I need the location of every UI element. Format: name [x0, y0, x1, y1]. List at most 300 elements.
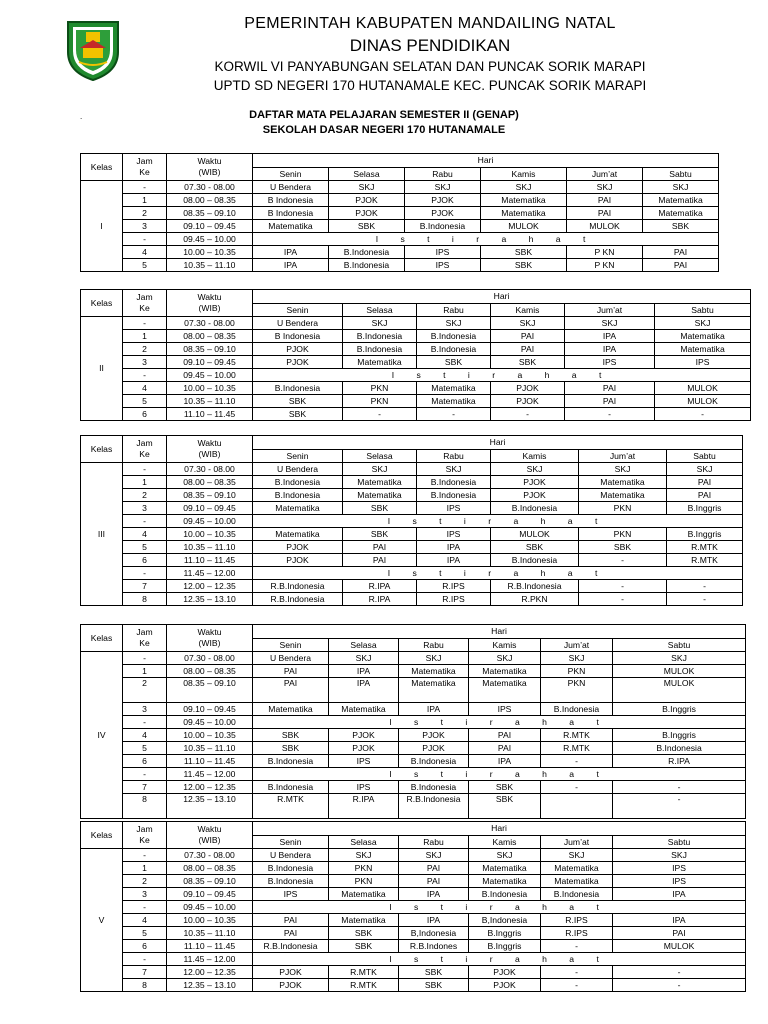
jam-value: 1: [123, 330, 167, 343]
title-line-2: SEKOLAH DASAR NEGERI 170 HUTANAMALE: [262, 124, 506, 136]
kelas-value: V: [81, 849, 123, 992]
subject-cell: R.MTK: [329, 979, 399, 992]
waktu-value: 08.35 – 09.10: [167, 343, 253, 356]
subject-cell: Matematika: [329, 914, 399, 927]
regency-emblem-icon: [64, 18, 122, 82]
subject-cell: SBK: [253, 408, 343, 421]
subject-cell: IPA: [417, 541, 491, 554]
schedule-row: [81, 330, 751, 343]
subject-cell: PJOK: [405, 194, 481, 207]
break-row: [81, 716, 746, 729]
jam-value: 2: [123, 207, 167, 220]
subject-cell: PKN: [579, 528, 667, 541]
jam-label: Jam: [136, 438, 153, 448]
schedule-row: [81, 888, 746, 901]
schedule-row: [81, 194, 719, 207]
waktu-value: 12.00 – 12.35: [167, 966, 253, 979]
day-header: Rabu: [417, 450, 491, 463]
schedule-row: [81, 849, 746, 862]
jam-value: -: [123, 317, 167, 330]
subject-cell: B.Indonesia: [417, 343, 491, 356]
jam-header: [123, 436, 167, 463]
subject-cell: -: [541, 979, 613, 992]
subject-cell: B.Indonesia: [253, 875, 329, 888]
day-header: Jum’at: [541, 639, 613, 652]
istirahat-label: I s t i r a h a t: [253, 567, 743, 580]
waktu-value: 10.35 – 11.10: [167, 927, 253, 940]
subject-cell: SKJ: [417, 463, 491, 476]
subject-cell: Matematika: [343, 489, 417, 502]
day-header: Selasa: [329, 168, 405, 181]
day-header: Sabtu: [643, 168, 719, 181]
subject-cell: SKJ: [399, 652, 469, 665]
jam-value: 5: [123, 541, 167, 554]
subject-cell: B.Inggris: [469, 927, 541, 940]
schedule-row: [81, 781, 746, 794]
subject-cell: U Bendera: [253, 652, 329, 665]
subject-cell: B.Indonesia: [491, 554, 579, 567]
subject-cell: Matematika: [417, 395, 491, 408]
waktu-value: 12.00 – 12.35: [167, 580, 253, 593]
subject-cell: MULOK: [491, 528, 579, 541]
jam-value: 2: [123, 875, 167, 888]
jam-value: 6: [123, 940, 167, 953]
subject-cell: SKJ: [655, 317, 751, 330]
waktu-value: 08.35 – 09.10: [167, 489, 253, 502]
jam-value: 3: [123, 502, 167, 515]
subject-cell: R.B.Indonesia: [253, 940, 329, 953]
subject-cell: B.Indonesia: [253, 781, 329, 794]
subject-cell: B.Indonesia: [253, 476, 343, 489]
subject-cell: B Indonesia: [253, 207, 329, 220]
schedule-row: [81, 220, 719, 233]
subject-cell: Matematika: [469, 678, 541, 703]
hari-header: Hari: [253, 625, 746, 639]
subject-cell: Matematika: [469, 875, 541, 888]
waktu-value: 09.45 – 10.00: [167, 233, 253, 246]
subject-cell: R.IPS: [417, 593, 491, 606]
ke-label: Ke: [139, 449, 150, 459]
subject-cell: IPS: [417, 528, 491, 541]
subject-cell: B,Indonesia: [469, 914, 541, 927]
jam-value: -: [123, 901, 167, 914]
waktu-value: 09.10 – 09.45: [167, 888, 253, 901]
jam-value: 2: [123, 343, 167, 356]
day-header: Sabtu: [613, 639, 746, 652]
waktu-header: [167, 290, 253, 317]
subject-cell: SKJ: [329, 652, 399, 665]
schedule-row: [81, 395, 751, 408]
day-header: Selasa: [329, 639, 399, 652]
subject-cell: B.Inggris: [613, 729, 746, 742]
day-header: Senin: [253, 168, 329, 181]
wib-label: (WIB): [198, 638, 221, 648]
jam-value: 4: [123, 528, 167, 541]
day-header: Sabtu: [655, 304, 751, 317]
subject-cell: IPS: [469, 703, 541, 716]
jam-value: 5: [123, 927, 167, 940]
jam-value: -: [123, 463, 167, 476]
subject-cell: SKJ: [579, 463, 667, 476]
schedule-row: [81, 979, 746, 992]
subject-cell: PJOK: [329, 729, 399, 742]
subject-cell: SKJ: [469, 652, 541, 665]
jam-value: 2: [123, 678, 167, 703]
schedule-row: [81, 356, 751, 369]
subject-cell: IPS: [613, 875, 746, 888]
jam-value: 3: [123, 888, 167, 901]
subject-cell: MULOK: [655, 382, 751, 395]
subject-cell: SBK: [329, 220, 405, 233]
schedule-row: [81, 593, 743, 606]
jam-value: -: [123, 953, 167, 966]
subject-cell: SKJ: [565, 317, 655, 330]
schedule-row: [81, 246, 719, 259]
kelas-header: Kelas: [81, 625, 123, 652]
day-header: Rabu: [405, 168, 481, 181]
waktu-value: 09.10 – 09.45: [167, 356, 253, 369]
jam-value: 7: [123, 966, 167, 979]
day-header: Jum’at: [565, 304, 655, 317]
subject-cell: SKJ: [405, 181, 481, 194]
day-header: Jum’at: [541, 836, 613, 849]
jam-value: 4: [123, 914, 167, 927]
jam-value: -: [123, 849, 167, 862]
subject-cell: SBK: [491, 356, 565, 369]
jam-value: 8: [123, 794, 167, 819]
subject-cell: IPS: [613, 862, 746, 875]
subject-cell: SBK: [253, 729, 329, 742]
waktu-value: 10.00 – 10.35: [167, 246, 253, 259]
subject-cell: IPS: [405, 259, 481, 272]
subject-cell: B.Indonesia: [329, 246, 405, 259]
letterhead-text: [150, 10, 710, 92]
subject-cell: -: [541, 966, 613, 979]
subject-cell: PJOK: [253, 966, 329, 979]
jam-value: -: [123, 768, 167, 781]
subject-cell: [541, 794, 613, 819]
subject-cell: MULOK: [613, 940, 746, 953]
istirahat-label: I s t i r a h a t: [253, 768, 746, 781]
waktu-value: 08.00 – 08.35: [167, 194, 253, 207]
jam-value: 6: [123, 408, 167, 421]
schedule-table-kelas-v: [80, 821, 746, 992]
istirahat-label: I s t i r a h a t: [253, 953, 746, 966]
stray-dot: .: [80, 112, 83, 121]
jam-value: -: [123, 233, 167, 246]
subject-cell: MULOK: [567, 220, 643, 233]
subject-cell: B.Indonesia: [253, 382, 343, 395]
subject-cell: IPS: [329, 781, 399, 794]
day-header: Kamis: [469, 836, 541, 849]
subject-cell: Matematika: [481, 207, 567, 220]
subject-cell: Matematika: [253, 528, 343, 541]
waktu-value: 07.30 - 08.00: [167, 463, 253, 476]
subject-cell: IPA: [329, 678, 399, 703]
jam-value: 4: [123, 246, 167, 259]
waktu-value: 11.45 – 12.00: [167, 953, 253, 966]
schedule-row: [81, 652, 746, 665]
schedule-row: [81, 742, 746, 755]
waktu-value: 09.10 – 09.45: [167, 220, 253, 233]
waktu-value: 11.10 – 11.45: [167, 408, 253, 421]
waktu-value: 11.10 – 11.45: [167, 940, 253, 953]
day-header: Kamis: [469, 639, 541, 652]
jam-value: -: [123, 652, 167, 665]
subject-cell: SKJ: [541, 849, 613, 862]
waktu-value: 07.30 - 08.00: [167, 181, 253, 194]
school-unit-name: UPTD SD NEGERI 170 HUTANAMALE KEC. PUNCAK SORIK MARAPI: [213, 77, 647, 93]
subject-cell: R.IPS: [541, 914, 613, 927]
kelas-header: Kelas: [81, 290, 123, 317]
break-row: [81, 953, 746, 966]
hari-header: Hari: [253, 290, 751, 304]
subject-cell: SBK: [481, 259, 567, 272]
subject-cell: R.MTK: [541, 729, 613, 742]
subject-cell: SKJ: [399, 849, 469, 862]
jam-value: 1: [123, 665, 167, 678]
break-row: [81, 233, 719, 246]
subject-cell: IPA: [565, 343, 655, 356]
subject-cell: PAI: [643, 246, 719, 259]
subject-cell: B.Indonesia: [541, 703, 613, 716]
waktu-header: [167, 154, 253, 181]
subject-cell: Matematika: [579, 489, 667, 502]
subject-cell: R.MTK: [253, 794, 329, 819]
jam-header: [123, 290, 167, 317]
kelas-header: Kelas: [81, 436, 123, 463]
waktu-value: 09.45 – 10.00: [167, 716, 253, 729]
subject-cell: -: [613, 979, 746, 992]
schedule-table-kelas-iv: [80, 624, 746, 819]
kelas-header: Kelas: [81, 822, 123, 849]
waktu-label: Waktu: [197, 627, 222, 637]
subject-cell: B.Inggris: [667, 528, 743, 541]
subject-cell: PKN: [343, 382, 417, 395]
istirahat-label: I s t i r a h a t: [253, 515, 743, 528]
subject-cell: -: [417, 408, 491, 421]
subject-cell: PAI: [253, 665, 329, 678]
waktu-header: [167, 625, 253, 652]
korwil-name: KORWIL VI PANYABUNGAN SELATAN DAN PUNCAK SORIK MARAPI: [214, 59, 646, 74]
subject-cell: PAI: [469, 742, 541, 755]
subject-cell: Matematika: [481, 194, 567, 207]
break-row: [81, 768, 746, 781]
subject-cell: PAI: [343, 541, 417, 554]
subject-cell: MULOK: [613, 678, 746, 703]
jam-value: 4: [123, 729, 167, 742]
subject-cell: -: [613, 794, 746, 819]
break-row: [81, 567, 743, 580]
day-header: Rabu: [399, 639, 469, 652]
schedule-row: [81, 476, 743, 489]
day-header: Selasa: [343, 304, 417, 317]
subject-cell: IPA: [253, 259, 329, 272]
subject-cell: SBK: [253, 395, 343, 408]
schedule-row: [81, 408, 751, 421]
subject-cell: U Bendera: [253, 849, 329, 862]
subject-cell: SBK: [491, 541, 579, 554]
subject-cell: B.Indonesia: [417, 330, 491, 343]
subject-cell: B.Indonesia: [253, 489, 343, 502]
subject-cell: SKJ: [481, 181, 567, 194]
schedule-row: [81, 862, 746, 875]
subject-cell: Matematika: [329, 703, 399, 716]
subject-cell: B.Indonesia: [399, 781, 469, 794]
schedule-row: [81, 940, 746, 953]
subject-cell: PAI: [567, 194, 643, 207]
subject-cell: IPS: [417, 502, 491, 515]
subject-cell: SBK: [399, 979, 469, 992]
waktu-label: Waktu: [197, 156, 222, 166]
schedule-row: [81, 927, 746, 940]
jam-header: [123, 822, 167, 849]
subject-cell: IPA: [417, 554, 491, 567]
subject-cell: SKJ: [491, 317, 565, 330]
waktu-value: 08.00 – 08.35: [167, 665, 253, 678]
waktu-value: 10.35 – 11.10: [167, 742, 253, 755]
jam-value: 1: [123, 862, 167, 875]
jam-value: 8: [123, 979, 167, 992]
schedule-row: [81, 382, 751, 395]
subject-cell: B.Indonesia: [613, 742, 746, 755]
subject-cell: Matematika: [541, 862, 613, 875]
government-name: PEMERINTAH KABUPATEN MANDAILING NATAL: [244, 15, 616, 32]
waktu-label: Waktu: [197, 438, 222, 448]
jam-value: -: [123, 515, 167, 528]
subject-cell: PJOK: [329, 742, 399, 755]
subject-cell: B.Indonesia: [417, 476, 491, 489]
day-header: Senin: [253, 836, 329, 849]
jam-header: [123, 625, 167, 652]
subject-cell: PJOK: [253, 541, 343, 554]
subject-cell: PJOK: [253, 554, 343, 567]
waktu-value: 09.10 – 09.45: [167, 502, 253, 515]
subject-cell: IPS: [565, 356, 655, 369]
subject-cell: Matematika: [469, 665, 541, 678]
waktu-value: 11.10 – 11.45: [167, 554, 253, 567]
subject-cell: SKJ: [613, 849, 746, 862]
subject-cell: PAI: [253, 914, 329, 927]
subject-cell: B Indonesia: [253, 194, 329, 207]
subject-cell: Matematika: [643, 207, 719, 220]
wib-label: (WIB): [198, 449, 221, 459]
waktu-value: 07.30 - 08.00: [167, 652, 253, 665]
subject-cell: PKN: [343, 395, 417, 408]
schedule-row: [81, 554, 743, 567]
subject-cell: SBK: [643, 220, 719, 233]
waktu-value: 09.45 – 10.00: [167, 369, 253, 382]
waktu-value: 08.35 – 09.10: [167, 207, 253, 220]
jam-value: 3: [123, 220, 167, 233]
subject-cell: PAI: [567, 207, 643, 220]
subject-cell: SBK: [329, 927, 399, 940]
schedule-row: [81, 343, 751, 356]
subject-cell: B.Indonesia: [329, 259, 405, 272]
subject-cell: B,Indonesia: [399, 927, 469, 940]
subject-cell: PAI: [613, 927, 746, 940]
day-header: Selasa: [343, 450, 417, 463]
subject-cell: PJOK: [491, 489, 579, 502]
subject-cell: Matematika: [343, 476, 417, 489]
schedule-table-kelas-ii: [80, 289, 751, 421]
wib-label: (WIB): [198, 167, 221, 177]
jam-label: Jam: [136, 824, 153, 834]
subject-cell: Matematika: [643, 194, 719, 207]
subject-cell: IPA: [613, 914, 746, 927]
subject-cell: PAI: [643, 259, 719, 272]
schedule-row: [81, 541, 743, 554]
schedule-row: [81, 914, 746, 927]
jam-value: 7: [123, 781, 167, 794]
istirahat-label: I s t i r a h a t: [253, 901, 746, 914]
subject-cell: B.Indonesia: [491, 502, 579, 515]
waktu-header: [167, 436, 253, 463]
jam-value: 8: [123, 593, 167, 606]
subject-cell: IPA: [399, 888, 469, 901]
waktu-value: 07.30 - 08.00: [167, 317, 253, 330]
subject-cell: B.Indonesia: [469, 888, 541, 901]
subject-cell: SBK: [469, 781, 541, 794]
subject-cell: PKN: [329, 862, 399, 875]
subject-cell: PAI: [399, 875, 469, 888]
subject-cell: Matematika: [399, 665, 469, 678]
subject-cell: SKJ: [343, 463, 417, 476]
subject-cell: Matematika: [329, 888, 399, 901]
kelas-value: I: [81, 181, 123, 272]
wib-label: (WIB): [198, 303, 221, 313]
schedule-row: [81, 703, 746, 716]
subject-cell: R.B.Indones: [399, 940, 469, 953]
waktu-label: Waktu: [197, 292, 222, 302]
subject-cell: B.Indonesia: [253, 755, 329, 768]
waktu-value: 10.00 – 10.35: [167, 729, 253, 742]
jam-value: -: [123, 181, 167, 194]
subject-cell: -: [565, 408, 655, 421]
jam-value: 1: [123, 194, 167, 207]
subject-cell: SKJ: [491, 463, 579, 476]
subject-cell: -: [579, 593, 667, 606]
subject-cell: R.MTK: [667, 541, 743, 554]
subject-cell: R.B.Indonesia: [399, 794, 469, 819]
schedule-row: [81, 528, 743, 541]
jam-value: 2: [123, 489, 167, 502]
waktu-value: 09.45 – 10.00: [167, 901, 253, 914]
subject-cell: Matematika: [469, 862, 541, 875]
subject-cell: IPS: [253, 888, 329, 901]
subject-cell: -: [541, 781, 613, 794]
subject-cell: IPA: [253, 246, 329, 259]
subject-cell: SBK: [343, 528, 417, 541]
day-header: Kamis: [491, 450, 579, 463]
subject-cell: MULOK: [613, 665, 746, 678]
subject-cell: PJOK: [329, 207, 405, 220]
subject-cell: SBK: [417, 356, 491, 369]
jam-value: 5: [123, 395, 167, 408]
break-row: [81, 901, 746, 914]
waktu-value: 10.35 – 11.10: [167, 541, 253, 554]
subject-cell: IPA: [469, 755, 541, 768]
subject-cell: PJOK: [399, 742, 469, 755]
subject-cell: PJOK: [329, 194, 405, 207]
schedule-row: [81, 580, 743, 593]
waktu-value: 10.35 – 11.10: [167, 259, 253, 272]
jam-value: 5: [123, 742, 167, 755]
waktu-value: 12.35 – 13.10: [167, 979, 253, 992]
subject-cell: R.MTK: [667, 554, 743, 567]
waktu-value: 11.10 – 11.45: [167, 755, 253, 768]
day-header: Rabu: [399, 836, 469, 849]
